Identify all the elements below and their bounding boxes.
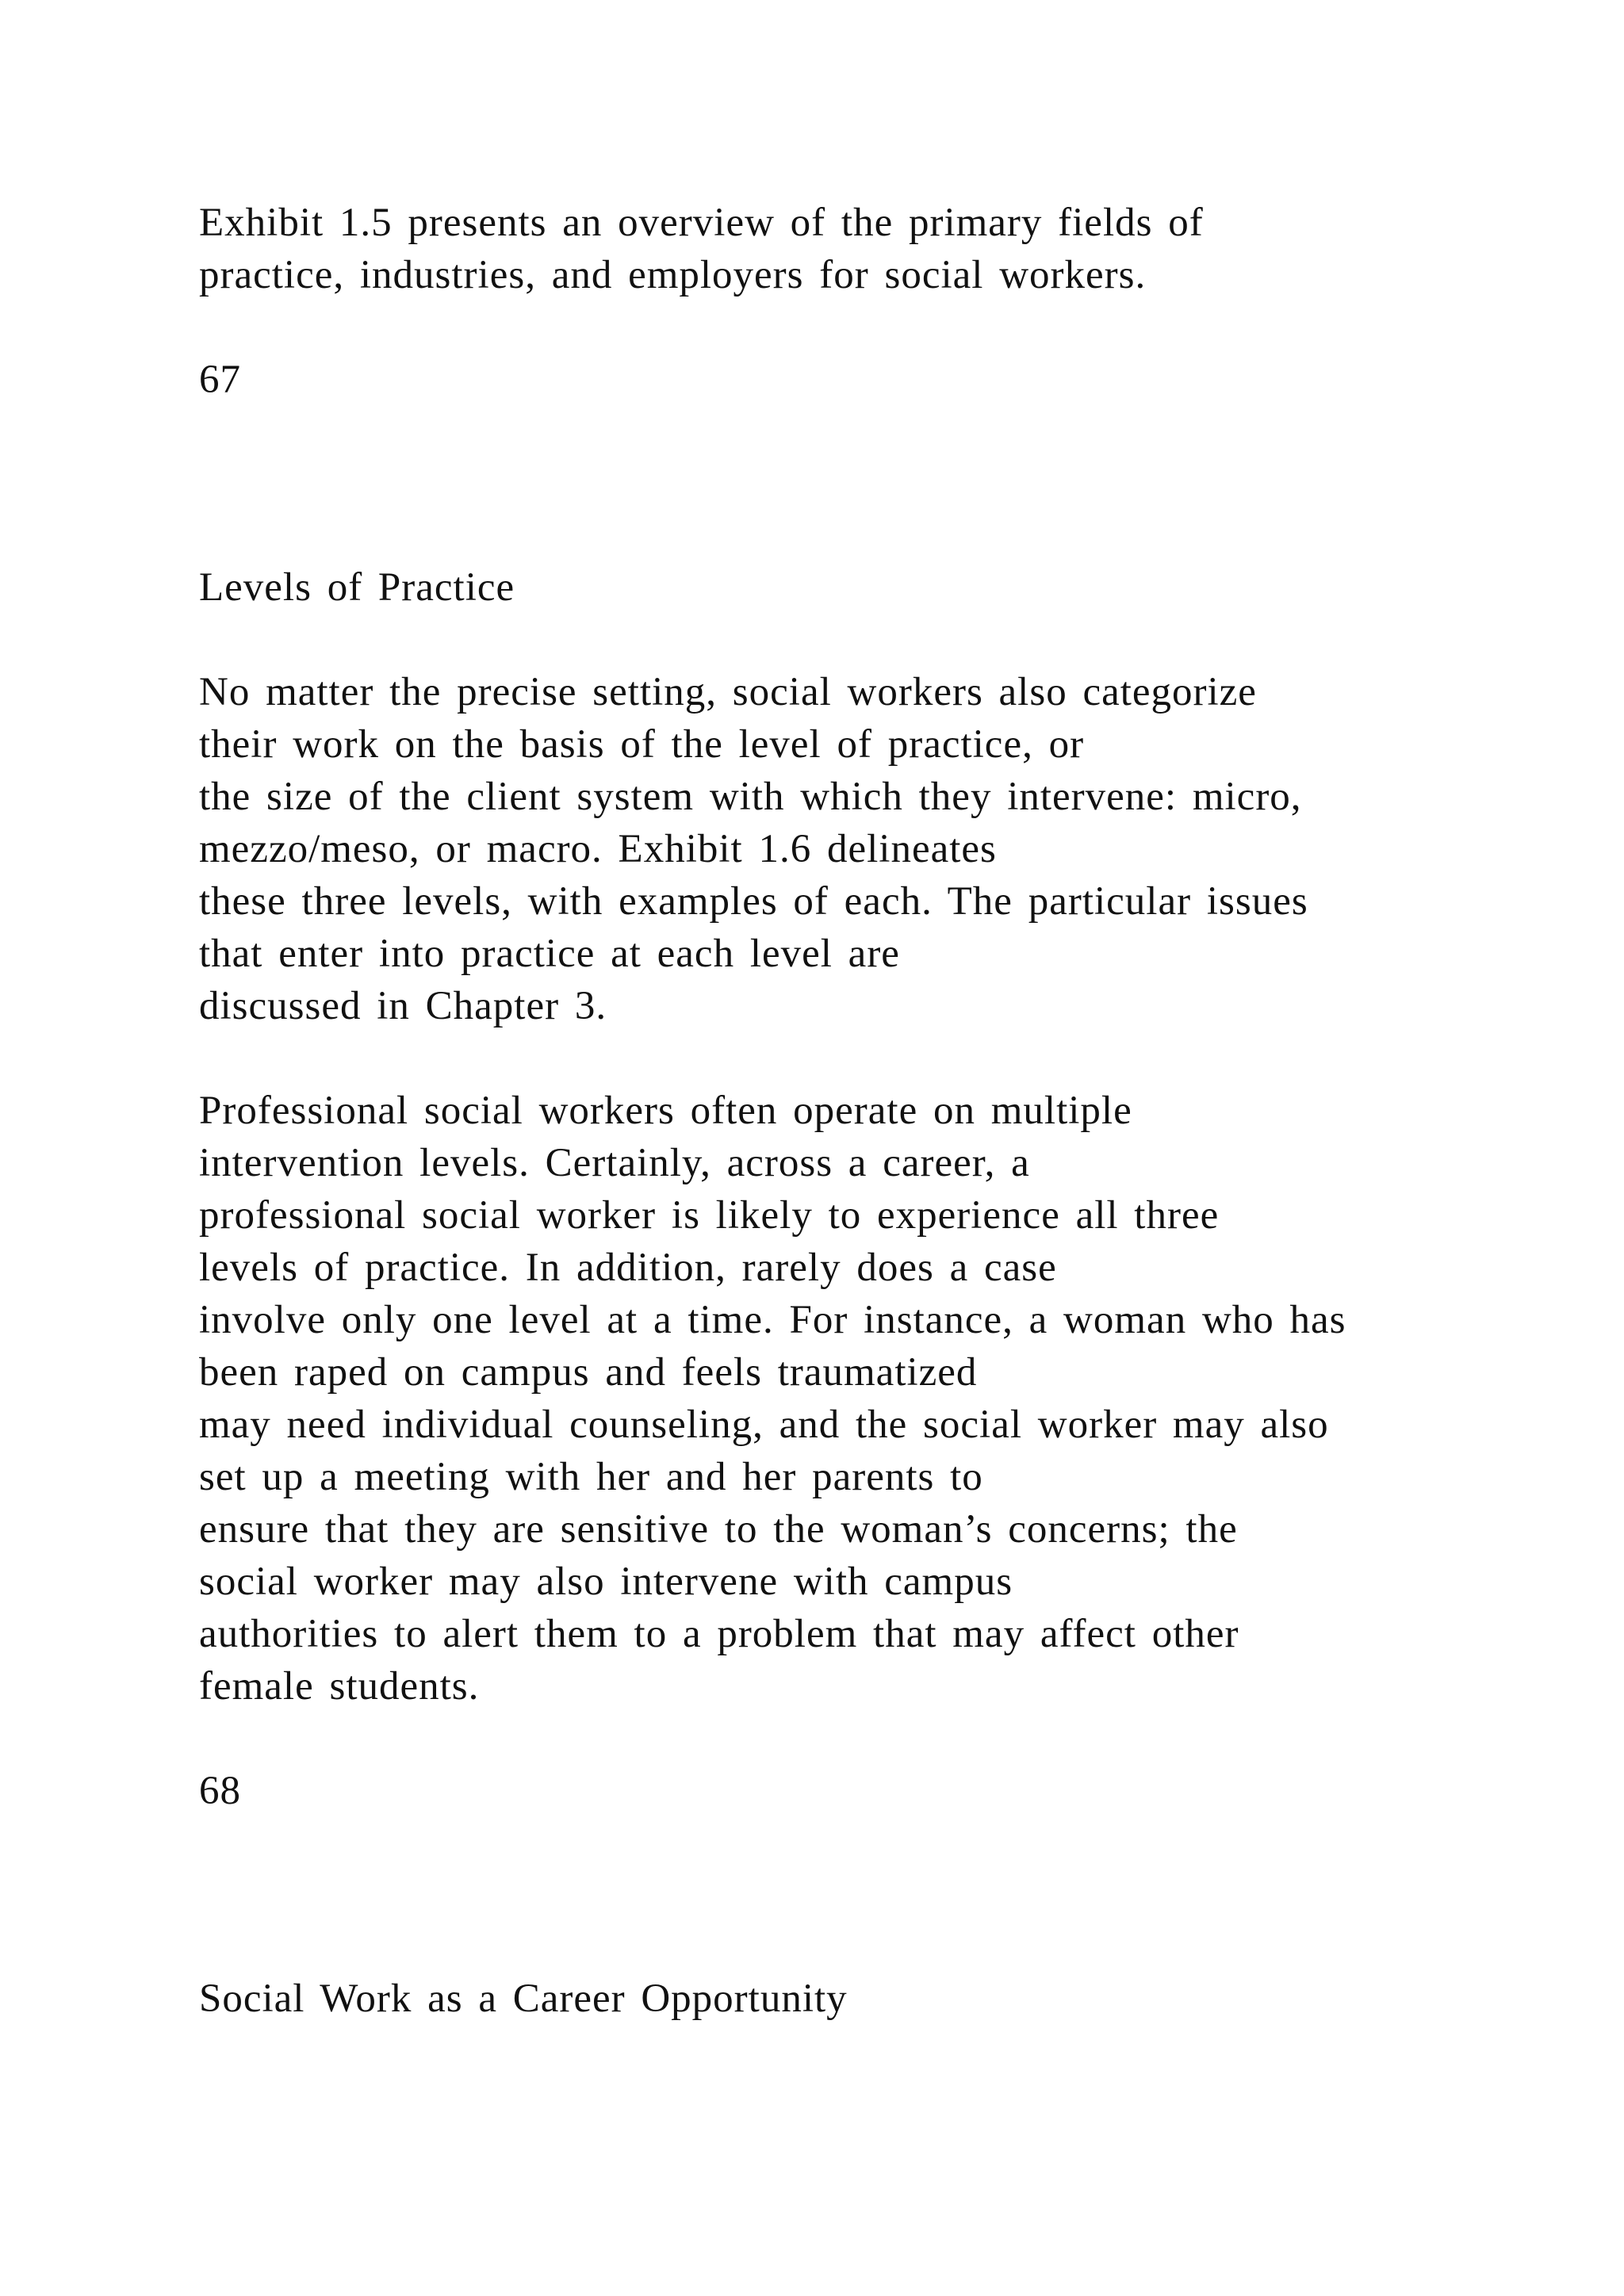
body-text-line: mezzo/meso, or macro. Exhibit 1.6 delineates [199, 827, 997, 871]
body-text-line: the size of the client system with which they intervene: micro, [199, 775, 1302, 819]
body-text-line: their work on the basis of the level of practice, or [199, 722, 1085, 767]
body-text-line: Professional social workers often operate on multiple [199, 1089, 1132, 1133]
body-text-line: female students. [199, 1664, 480, 1709]
section-heading: Social Work as a Career Opportunity [199, 1976, 848, 2021]
section-heading: Levels of Practice [199, 565, 515, 610]
body-text-line: ensure that they are sensitive to the woman’s concerns; the [199, 1507, 1238, 1552]
page-number: 67 [199, 358, 241, 402]
body-text-line: involve only one level at a time. For instance, a woman who has [199, 1298, 1346, 1342]
body-text-line: may need individual counseling, and the social worker may also [199, 1402, 1329, 1447]
body-text-line: that enter into practice at each level are [199, 932, 900, 976]
body-text-line: discussed in Chapter 3. [199, 984, 607, 1028]
body-text-line: been raped on campus and feels traumatized [199, 1350, 978, 1395]
body-text-line: professional social worker is likely to experience all three [199, 1193, 1220, 1238]
body-text-line: social worker may also intervene with campus [199, 1559, 1013, 1604]
body-text-line: set up a meeting with her and her parents to [199, 1455, 983, 1499]
body-text-line: levels of practice. In addition, rarely does a case [199, 1246, 1057, 1290]
body-text-line: authorities to alert them to a problem that may affect other [199, 1612, 1239, 1656]
body-text-line: practice, industries, and employers for social workers. [199, 253, 1147, 297]
body-text-line: No matter the precise setting, social workers also categorize [199, 670, 1257, 714]
body-text-line: intervention levels. Certainly, across a career, a [199, 1141, 1030, 1185]
body-text-line: Exhibit 1.5 presents an overview of the primary fields of [199, 201, 1204, 245]
body-text-line: these three levels, with examples of each. The particular issues [199, 879, 1308, 924]
page-number: 68 [199, 1769, 241, 1813]
